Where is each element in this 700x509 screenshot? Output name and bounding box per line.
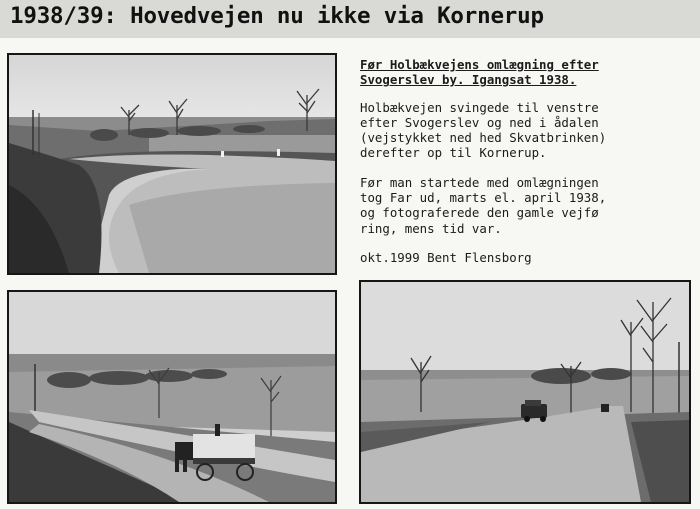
photo-horse-cart-image — [9, 292, 335, 502]
para2-line-3: og fotograferede den gamle vejfø — [360, 205, 599, 221]
para2-line-2: tog Far ud, marts el. april 1938, — [360, 190, 607, 206]
photo-road-with-car-image — [361, 282, 689, 502]
header-band — [0, 0, 700, 38]
intro-line-1: Før Holbækvejens omlægning efter — [360, 57, 599, 72]
para1-line-3: (vejstykket ned hed Skvatbrinken) — [360, 130, 607, 146]
photo-curving-road-image — [9, 55, 335, 273]
photo-horse-cart — [7, 290, 337, 504]
page-title: 1938/39: Hovedvejen nu ikke via Kornerup — [10, 3, 544, 29]
description-text — [360, 57, 690, 265]
para1-line-1: Holbækvejen svingede til venstre — [360, 99, 599, 115]
para1-line-2: efter Svogerslev og ned i ådalen — [360, 114, 599, 130]
para2-line-4: ring, mens tid var. — [360, 220, 502, 236]
intro-line-2: Svogerslev by. Igangsat 1938. — [360, 72, 577, 88]
para2-line-1: Før man startede med omlægningen — [360, 174, 599, 190]
para1-line-4: derefter op til Kornerup. — [360, 145, 547, 161]
signature: okt.1999 Bent Flensborg — [360, 249, 532, 265]
photo-curving-road — [7, 53, 337, 275]
photo-road-with-car — [359, 280, 691, 504]
